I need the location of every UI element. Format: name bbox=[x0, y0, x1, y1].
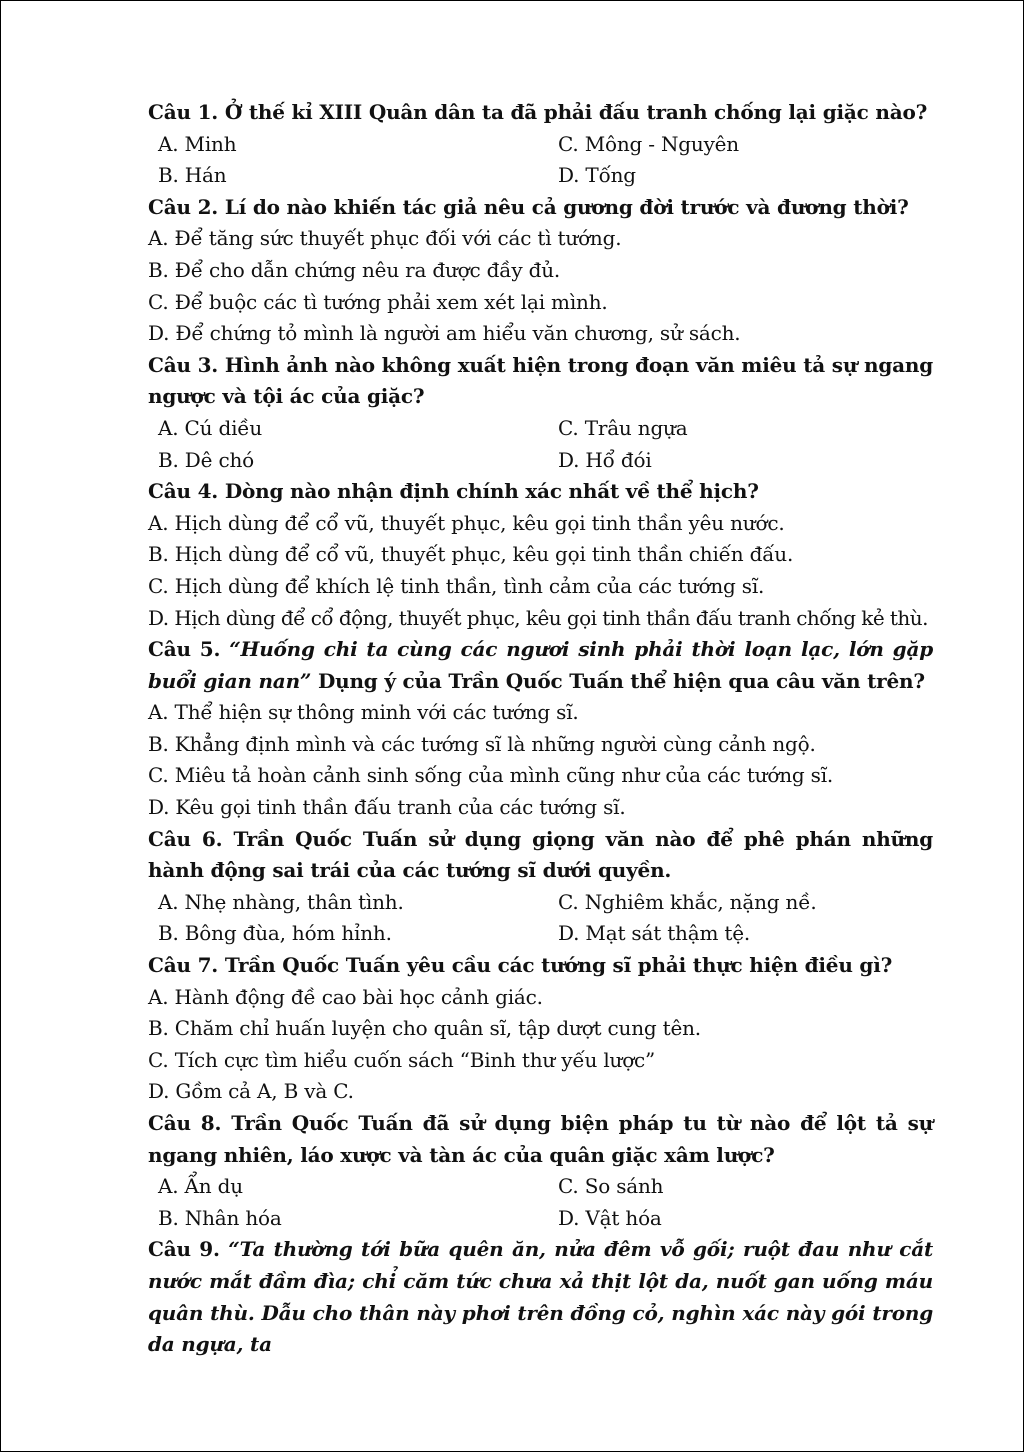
option-d: D. Tống bbox=[558, 163, 636, 188]
question-quote: “Ta thường tới bữa quên ăn, nửa đêm vỗ gối; ruột đau như cắt nước mắt đầm đìa; chỉ căm tức chưa xả thịt lột da, nuốt gan uống máu quân thù. Dẫu cho thân này phơi trên đồng cỏ, nghìn xác này gói trong da ngựa, ta bbox=[148, 1237, 933, 1357]
option-a: A. Ẩn dụ bbox=[158, 1174, 243, 1199]
question-2 bbox=[148, 192, 933, 224]
option-c: C. Nghiêm khắc, nặng nề. bbox=[558, 889, 817, 914]
option-a: A. Để tăng sức thuyết phục đối với các tì tướng. bbox=[148, 226, 622, 251]
question-4 bbox=[148, 476, 933, 508]
option-c: C. Mông - Nguyên bbox=[558, 131, 739, 156]
option-a: A. Hịch dùng để cổ vũ, thuyết phục, kêu gọi tinh thần yêu nước. bbox=[148, 510, 785, 535]
question-label: Câu 4. bbox=[148, 479, 219, 504]
question-label: Câu 2. bbox=[148, 194, 219, 219]
option-b: B. Chăm chỉ huấn luyện cho quân sĩ, tập dượt cung tên. bbox=[148, 1016, 701, 1041]
question-3-options bbox=[148, 413, 933, 476]
question-9 bbox=[148, 1234, 933, 1360]
question-text: Dòng nào nhận định chính xác nhất về thể hịch? bbox=[224, 479, 759, 504]
question-7 bbox=[148, 950, 933, 982]
option-b: B. Bông đùa, hóm hỉnh. bbox=[158, 921, 392, 946]
option-d: D. Mạt sát thậm tệ. bbox=[558, 921, 751, 946]
question-text: Trần Quốc Tuấn yêu cầu các tướng sĩ phải thực hiện điều gì? bbox=[224, 953, 893, 978]
option-c: C. Hịch dùng để khích lệ tinh thần, tình cảm của các tướng sĩ. bbox=[148, 573, 765, 598]
question-1 bbox=[148, 97, 933, 129]
question-8 bbox=[148, 1108, 933, 1171]
question-label: Câu 5. bbox=[148, 637, 221, 662]
question-label: Câu 7. bbox=[148, 953, 219, 978]
question-quote: “Huống chi ta cùng các ngươi sinh phải thời loạn lạc, lớn gặp buổi gian nan” bbox=[148, 637, 933, 693]
option-d: D. Hịch dùng để cổ động, thuyết phục, kêu gọi tinh thần đấu tranh chống kẻ thù. bbox=[148, 605, 928, 630]
option-a: A. Hành động đề cao bài học cảnh giác. bbox=[148, 984, 543, 1009]
question-5 bbox=[148, 634, 933, 697]
option-d: D. Để chứng tỏ mình là người am hiểu văn chương, sử sách. bbox=[148, 321, 741, 346]
question-text: Hình ảnh nào không xuất hiện trong đoạn văn miêu tả sự ngang ngược và tội ác của giặc? bbox=[148, 352, 933, 409]
option-d: D. Gồm cả A, B và C. bbox=[148, 1079, 354, 1104]
question-label: Câu 8. bbox=[148, 1111, 222, 1135]
option-a: A. Thể hiện sự thông minh với các tướng sĩ. bbox=[148, 700, 579, 725]
option-c: C. Tích cực tìm hiểu cuốn sách “Binh thư yếu lược” bbox=[148, 1047, 656, 1072]
question-6 bbox=[148, 824, 933, 887]
question-text: Lí do nào khiến tác giả nêu cả gương đời trước và đương thời? bbox=[224, 194, 909, 219]
option-d: D. Hổ đói bbox=[558, 447, 652, 472]
question-text: Ở thế kỉ XIII Quân dân ta đã phải đấu tranh chống lại giặc nào? bbox=[224, 100, 928, 124]
question-text: Trần Quốc Tuấn sử dụng giọng văn nào để phê phán những hành động sai trái của các tướng sĩ dưới quyền. bbox=[148, 826, 934, 883]
option-a: A. Minh bbox=[158, 131, 237, 156]
question-1-options bbox=[148, 129, 933, 192]
question-3 bbox=[148, 350, 933, 413]
option-b: B. Dê chó bbox=[158, 447, 254, 472]
option-c: C. Miêu tả hoàn cảnh sinh sống của mình cũng như của các tướng sĩ. bbox=[148, 763, 834, 788]
question-label: Câu 1. bbox=[148, 100, 219, 124]
question-text: Dụng ý của Trần Quốc Tuấn thể hiện qua câu văn trên? bbox=[317, 668, 925, 693]
question-label: Câu 6. bbox=[148, 826, 223, 851]
option-b: B. Khẳng định mình và các tướng sĩ là những người cùng cảnh ngộ. bbox=[148, 731, 816, 756]
option-d: D. Kêu gọi tinh thần đấu tranh của các tướng sĩ. bbox=[148, 795, 626, 820]
question-label: Câu 9. bbox=[148, 1237, 220, 1262]
option-c: C. Để buộc các tì tướng phải xem xét lại mình. bbox=[148, 289, 608, 314]
question-text: Trần Quốc Tuấn đã sử dụng biện pháp tu từ nào để lột tả sự ngang nhiên, láo xược và tàn ác của quân giặc xâm lược? bbox=[148, 1111, 934, 1167]
option-d: D. Vật hóa bbox=[558, 1205, 662, 1230]
option-b: B. Hán bbox=[158, 163, 227, 188]
option-b: B. Hịch dùng để cổ vũ, thuyết phục, kêu gọi tinh thần chiến đấu. bbox=[148, 542, 794, 567]
option-c: C. Trâu ngựa bbox=[558, 415, 688, 440]
option-c: C. So sánh bbox=[558, 1174, 664, 1199]
question-label: Câu 3. bbox=[148, 352, 219, 377]
option-b: B. Để cho dẫn chứng nêu ra được đầy đủ. bbox=[148, 257, 561, 282]
question-8-options bbox=[148, 1171, 933, 1234]
question-list bbox=[148, 97, 933, 1361]
option-a: A. Cú diều bbox=[158, 415, 263, 440]
question-6-options bbox=[148, 887, 933, 950]
option-a: A. Nhẹ nhàng, thân tình. bbox=[158, 889, 404, 914]
option-b: B. Nhân hóa bbox=[158, 1205, 282, 1230]
